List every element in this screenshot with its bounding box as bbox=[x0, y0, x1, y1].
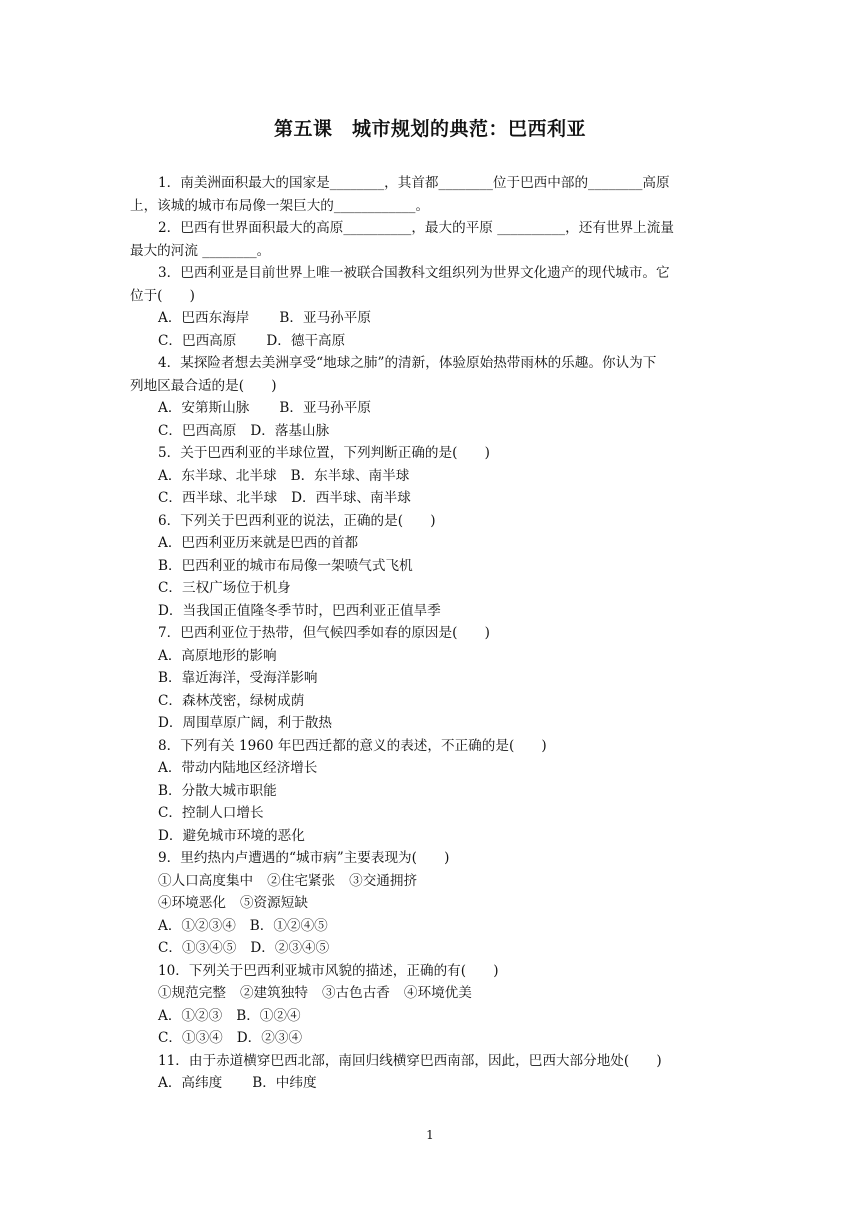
q8-stem: 8．下列有关 1960 年巴西迁都的意义的表述，不正确的是( ) bbox=[158, 737, 547, 754]
q10-option-c: C．①③④ bbox=[158, 1030, 223, 1046]
q10-item-4: ④环境优美 bbox=[403, 985, 472, 1001]
question-list bbox=[130, 172, 730, 1095]
q1-line2: 上，该城的城市布局像一架巨大的____________。 bbox=[130, 197, 430, 214]
q3-options-row1 bbox=[130, 307, 730, 330]
q4-option-a: A．安第斯山脉 bbox=[158, 400, 250, 416]
q10-stem: 10．下列关于巴西利亚城市风貌的描述，正确的有( ) bbox=[158, 962, 499, 979]
q10-option-a: A．①②③ bbox=[158, 1007, 223, 1024]
q11-stem: 11．由于赤道横穿巴西北部，南回归线横穿巴西南部，因此，巴西大部分地处( ) bbox=[158, 1052, 662, 1069]
page-title: 第五课 城市规划的典范：巴西利亚 bbox=[273, 118, 586, 140]
q9-option-b: B．①②④⑤ bbox=[249, 917, 328, 934]
q4-option-d: D．落基山脉 bbox=[250, 422, 330, 439]
q9-option-c: C．①③④⑤ bbox=[158, 940, 237, 956]
q10-option-b: B．①②④ bbox=[236, 1007, 301, 1024]
q9-item-1: ①人口高度集中 bbox=[158, 872, 254, 889]
q2-line1: 2．巴西有世界面积最大的高原__________，最大的平原 __________，还有世界上流量 bbox=[158, 220, 674, 236]
page-number: 1 bbox=[426, 1128, 434, 1142]
q10-item-1: ①规范完整 bbox=[158, 985, 226, 1001]
q6-option-b: B．巴西利亚的城市布局像一架喷气式飞机 bbox=[158, 557, 413, 574]
q9-options-row1 bbox=[130, 915, 730, 938]
q10-item-2: ②建筑独特 bbox=[239, 985, 308, 1001]
q7-option-a: A．高原地形的影响 bbox=[158, 647, 277, 664]
q11-option-b: B．中纬度 bbox=[252, 1075, 317, 1091]
q7-option-b: B．靠近海洋，受海洋影响 bbox=[158, 670, 318, 686]
q10-items-row bbox=[130, 982, 730, 1005]
q8-option-d: D．避免城市环境的恶化 bbox=[158, 827, 305, 844]
q11-options-row1 bbox=[130, 1072, 730, 1095]
q9-item-2: ②住宅紧张 bbox=[267, 872, 336, 889]
q7-option-c: C．森林茂密，绿树成荫 bbox=[158, 692, 305, 709]
q7-stem: 7．巴西利亚位于热带，但气候四季如春的原因是( ) bbox=[158, 625, 490, 641]
q9-items-row1 bbox=[130, 870, 730, 893]
q4-line1: 4．某探险者想去美洲享受“地球之肺”的清新，体验原始热带雨林的乐趣。你认为下 bbox=[158, 355, 657, 371]
q7-option-d: D．周围草原广阔，利于散热 bbox=[158, 715, 333, 731]
q5-option-b: B．东半球、南半球 bbox=[290, 467, 410, 484]
q5-stem: 5．关于巴西利亚的半球位置，下列判断正确的是( ) bbox=[158, 445, 490, 461]
q11-option-a: A．高纬度 bbox=[158, 1075, 223, 1091]
q10-options-row1 bbox=[130, 1005, 730, 1028]
q9-stem: 9．里约热内卢遭遇的“城市病”主要表现为( ) bbox=[158, 850, 450, 866]
q5-option-c: C．西半球、北半球 bbox=[158, 490, 278, 506]
q3-line1: 3．巴西利亚是目前世界上唯一被联合国教科文组织列为世界文化遗产的现代城市。它 bbox=[158, 265, 670, 281]
q6-option-c: C．三权广场位于机身 bbox=[158, 580, 291, 596]
q3-option-c: C．巴西高原 bbox=[158, 332, 237, 349]
q5-option-d: D．西半球、南半球 bbox=[291, 490, 411, 506]
q4-options-row2 bbox=[130, 420, 730, 443]
q8-option-a: A．带动内陆地区经济增长 bbox=[158, 760, 318, 776]
q9-option-d: D．②③④⑤ bbox=[250, 940, 330, 956]
q9-option-a: A．①②③④ bbox=[158, 917, 236, 934]
q2-line2: 最大的河流 ________。 bbox=[130, 242, 271, 259]
q3-option-b: B．亚马孙平原 bbox=[279, 310, 371, 326]
q1-line1: 1．南美洲面积最大的国家是________，其首都________位于巴西中部的________高原 bbox=[158, 175, 670, 191]
q5-options-row1 bbox=[130, 465, 730, 488]
q10-options-row2 bbox=[130, 1027, 730, 1050]
q9-item-3: ③交通拥挤 bbox=[349, 872, 418, 889]
q6-option-a: A．巴西利亚历来就是巴西的首都 bbox=[158, 535, 359, 551]
q3-options-row2 bbox=[130, 330, 730, 353]
q6-stem: 6．下列关于巴西利亚的说法，正确的是( ) bbox=[158, 512, 436, 529]
q4-options-row1 bbox=[130, 397, 730, 420]
q8-option-b: B．分散大城市职能 bbox=[158, 782, 277, 799]
q10-item-3: ③古色古香 bbox=[321, 985, 390, 1001]
q9-item-4: ④环境恶化 bbox=[158, 895, 226, 911]
q6-option-d: D．当我国正值隆冬季节时，巴西利亚正值旱季 bbox=[158, 602, 441, 619]
q9-items-row2 bbox=[130, 892, 730, 915]
q3-option-a: A．巴西东海岸 bbox=[158, 310, 250, 326]
q8-option-c: C．控制人口增长 bbox=[158, 805, 264, 821]
q5-option-a: A．东半球、北半球 bbox=[158, 467, 277, 484]
q10-option-d: D．②③④ bbox=[236, 1030, 303, 1046]
q4-option-c: C．巴西高原 bbox=[158, 422, 237, 439]
q4-line2: 列地区最合适的是( ) bbox=[130, 377, 277, 394]
q9-options-row2 bbox=[130, 937, 730, 960]
q9-item-5: ⑤资源短缺 bbox=[239, 895, 308, 911]
q4-option-b: B．亚马孙平原 bbox=[279, 400, 371, 416]
q5-options-row2 bbox=[130, 487, 730, 510]
q3-option-d: D．德干高原 bbox=[266, 332, 346, 349]
q3-line2: 位于( ) bbox=[130, 287, 195, 304]
